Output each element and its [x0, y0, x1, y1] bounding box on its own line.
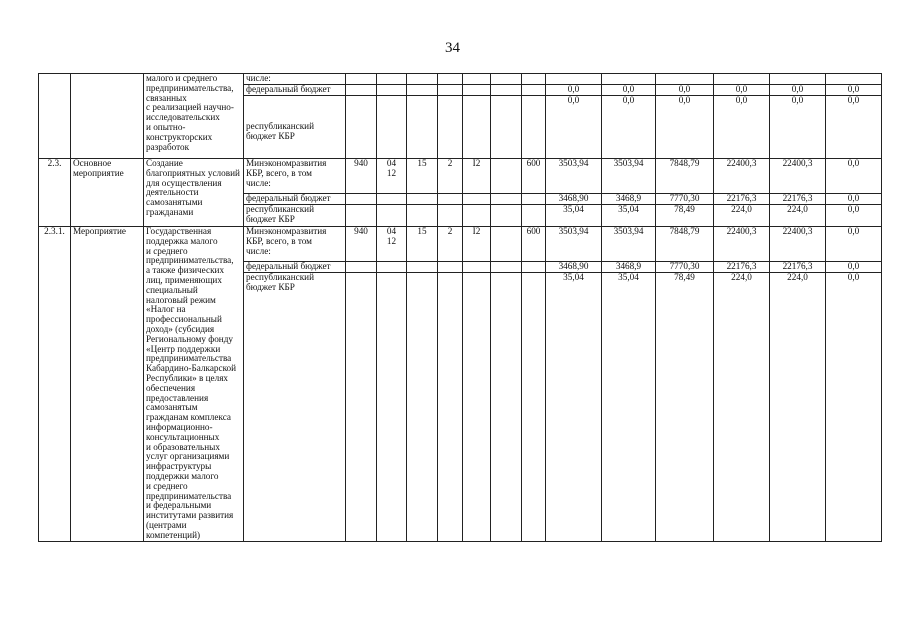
cell-value: 35,04	[546, 273, 602, 541]
cell-value: 3503,94	[602, 227, 656, 262]
cell-rzpr: 04 12	[377, 159, 407, 194]
cell-fund: федеральный бюджет	[244, 262, 346, 273]
cell-value: 224,0	[714, 273, 770, 541]
cell-grbs: 940	[346, 227, 377, 262]
cell-value: 3503,94	[546, 159, 602, 194]
cell-fund: республиканский бюджет КБР	[244, 273, 346, 541]
cell-value: 224,0	[714, 205, 770, 227]
cell-grbs: 940	[346, 159, 377, 194]
cell-value: 224,0	[770, 273, 826, 541]
cell-value: 35,04	[602, 205, 656, 227]
cell-value: 3468,9	[602, 262, 656, 273]
cell-value: 0,0	[826, 85, 882, 96]
table-row	[39, 159, 882, 194]
cell-value: 0,0	[826, 205, 882, 227]
cell-value: 0,0	[656, 85, 714, 96]
cell-value: 7848,79	[656, 159, 714, 194]
cell-value: 78,49	[656, 205, 714, 227]
cell-value: 22400,3	[770, 227, 826, 262]
cell-value: 0,0	[770, 96, 826, 159]
budget-table	[38, 73, 882, 542]
cell-code: 2	[438, 227, 463, 262]
cell-value: 22400,3	[714, 227, 770, 262]
cell-fund: федеральный бюджет	[244, 194, 346, 205]
cell-value: 0,0	[826, 96, 882, 159]
cell-value: 0,0	[826, 227, 882, 262]
cell-fund: Минэкономразвития КБР, всего, в том числе:	[244, 227, 346, 262]
cell-name: малого и среднего предпринимательства, связанных с реализацией научно- исследовательских и опытно- конструкторских разработок	[144, 74, 244, 159]
page-number: 34	[445, 40, 460, 56]
cell-name: Государственная поддержка малого и среднего предпринимательства, а также физических лиц, применяющих специальный налоговый режим «Налог на профессиональный доход» (субсидия Региональному фонду «Центр поддержки предпринимательства Кабардино-Балкарской Республики» в целях обеспечения предоставления самозанятым гражданам комплекса информационно- консультационных и образовательных услуг организациями инфраструктуры поддержки малого и среднего предпринимательства и федеральными институтами развития (центрами компетенций)	[144, 227, 244, 542]
cell-value: 7770,30	[656, 194, 714, 205]
table-row	[39, 227, 882, 262]
cell-value: 224,0	[770, 205, 826, 227]
cell-status: Мероприятие	[71, 227, 144, 542]
cell-value: 22400,3	[714, 159, 770, 194]
cell-fund: республиканский бюджет КБР	[244, 205, 346, 227]
cell-value: 35,04	[546, 205, 602, 227]
table-row	[39, 74, 882, 85]
cell-value: 0,0	[714, 85, 770, 96]
cell-value: 0,0	[826, 194, 882, 205]
cell-value: 22176,3	[770, 262, 826, 273]
cell-value: 3468,9	[602, 194, 656, 205]
cell-vr: 600	[522, 227, 546, 262]
cell-value: 22176,3	[770, 194, 826, 205]
cell-value: 0,0	[602, 96, 656, 159]
cell-value: 0,0	[602, 85, 656, 96]
cell-value: 0,0	[826, 159, 882, 194]
cell-value: 35,04	[602, 273, 656, 541]
cell-vr: 600	[522, 159, 546, 194]
cell-fund: Минэкономразвития КБР, всего, в том числе:	[244, 159, 346, 194]
cell-value: 22176,3	[714, 262, 770, 273]
cell-value: 0,0	[714, 96, 770, 159]
cell-rzpr: 04 12	[377, 227, 407, 262]
cell-code: 15	[407, 159, 438, 194]
cell-status: Основное мероприятие	[71, 159, 144, 227]
cell-code: 2	[438, 159, 463, 194]
cell-num: 2.3.1.	[39, 227, 71, 542]
cell-code: I2	[463, 159, 491, 194]
cell-value: 3503,94	[546, 227, 602, 262]
cell-value: 0,0	[546, 96, 602, 159]
cell-value: 78,49	[656, 273, 714, 541]
cell-value: 7848,79	[656, 227, 714, 262]
cell-value: 22400,3	[770, 159, 826, 194]
cell-value: 0,0	[546, 85, 602, 96]
cell-value: 0,0	[656, 96, 714, 159]
cell-code: I2	[463, 227, 491, 262]
cell-num: 2.3.	[39, 159, 71, 227]
cell-name: Создание благоприятных условий для осуществления деятельности самозанятыми гражданами	[144, 159, 244, 227]
cell-value: 0,0	[770, 85, 826, 96]
cell-value: 0,0	[826, 273, 882, 541]
cell-fund: числе:	[244, 74, 346, 85]
cell-value: 3468,90	[546, 262, 602, 273]
cell-value: 0,0	[826, 262, 882, 273]
cell-value: 3468,90	[546, 194, 602, 205]
cell-value: 7770,30	[656, 262, 714, 273]
cell-status	[71, 74, 144, 159]
cell-value: 22176,3	[714, 194, 770, 205]
cell-num	[39, 74, 71, 159]
cell-fund: федеральный бюджет	[244, 85, 346, 96]
cell-value: 3503,94	[602, 159, 656, 194]
cell-code: 15	[407, 227, 438, 262]
cell-fund: республиканский бюджет КБР	[244, 96, 346, 159]
